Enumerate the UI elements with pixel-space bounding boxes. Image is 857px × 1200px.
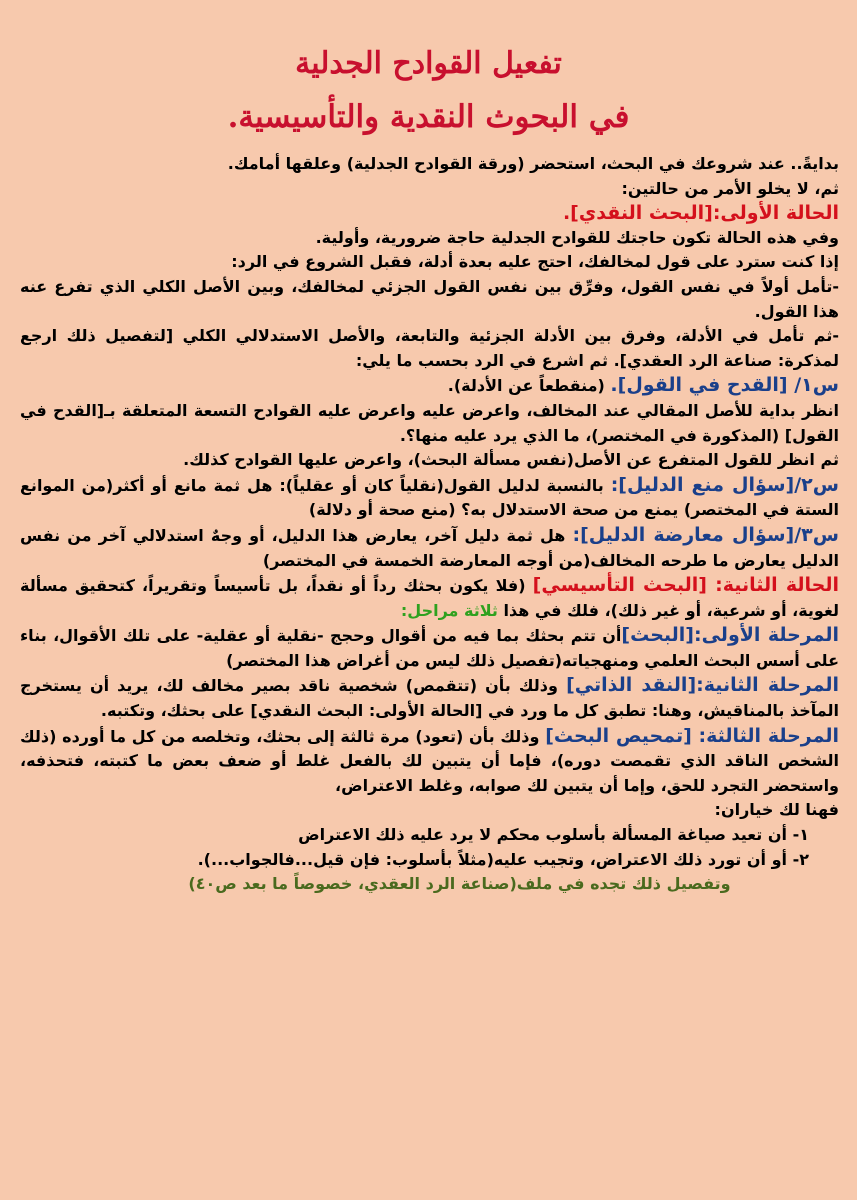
- title-line-1: تفعيل القوادح الجدلية: [295, 46, 562, 81]
- stage-2-bracket: [النقد الذاتي]: [566, 674, 697, 697]
- case-1-heading: الحالة الأولى:[البحث النقدي].: [562, 202, 839, 225]
- stage-1-bracket: [البحث]: [621, 624, 694, 647]
- final-note: وتفصيل ذلك تجده في ملف(صناعة الرد العقدي، خصوصاً ما بعد ص٤٠): [188, 874, 731, 894]
- document-body: [20, 152, 839, 897]
- case-1-step: -تأمل أولاً في نفس القول، وفرِّق بين نفس القول الجزئي لمخالفك، وبين الأصل الكلي الذي تفرع عنه هذا القول.: [20, 276, 839, 321]
- case-2-text: (فلا يكون بحثك رداً أو نقداً، بل تأسيساً وتقريراً، كتحقيق مسألة لغوية، أو شرعية، أو غير ذلك)، فلك في هذا: [20, 576, 839, 620]
- question-1-paragraph: ثم انظر للقول المتفرع عن الأصل(نفس مسألة البحث)، واعرض عليها القوادح كذلك.: [183, 450, 839, 470]
- option-1: ١- أن تعيد صياغة المسألة بأسلوب محكم لا يرد عليه ذلك الاعتراض: [298, 825, 809, 845]
- title-line-2: في البحوث النقدية والتأسيسية.: [227, 99, 630, 135]
- stage-1-label: المرحلة الأولى:: [693, 624, 839, 647]
- question-3: [20, 523, 839, 573]
- question-3-label: س٣/[سؤال معارضة الدليل]:: [572, 523, 839, 546]
- stage-2-label: المرحلة الثانية:: [696, 674, 839, 697]
- question-1-note: (منقطعاً عن الأدلة).: [447, 376, 611, 396]
- stage-3-text: وذلك بأن (تعود) مرة ثالثة إلى بحثك، وتخلصه من كل ما أورده (ذلك الشخص الناقد الذي تقمصت دوره)، فإما أن يتبين لك بالفعل غلط أو ضعف بعض ما كتبته، فتحذفه، واستحضر التجرد للحق، وإما أن يتبين لك صوابه، وغلط الاعتراض،: [20, 726, 839, 795]
- question-1-label: س١/ [القدح في القول].: [610, 374, 839, 397]
- case-2-heading: الحالة الثانية: [البحث التأسيسي]: [532, 574, 839, 597]
- option-2: ٢- أو أن تورد ذلك الاعتراض، وتجيب عليه(مثلاً بأسلوب: فإن قيل...فالجواب...).: [197, 849, 809, 869]
- stage-3: [20, 724, 839, 799]
- stage-1: [20, 623, 839, 673]
- question-2-text: بالنسبة لدليل القول(نقلياً كان أو عقلياً): هل ثمة مانع أو أكثر(من الموانع الستة في المختصر) يمنع من صحة الاستدلال به؟ (منع صحة أو دلالة): [20, 475, 839, 520]
- question-1-paragraph: انظر بداية للأصل المقالي عند المخالف، واعرض عليه واعرض عليه القوادح التسعة المتعلقة بـ[القدح في القول] (المذكورة في المختصر)، ما الذي يرد عليه منها؟.: [20, 400, 839, 445]
- intro-paragraph: بدايةً.. عند شروعك في البحث، استحضر (ورقة القوادح الجدلية) وعلقها أمامك.: [227, 154, 839, 173]
- case-1-step: -ثم تأمل في الأدلة، وفرق بين الأدلة الجزئية والتابعة، والأصل الاستدلالي الكلي [لتفصيل ذلك ارجع لمذكرة: صناعة الرد العقدي]. ثم اشرع في الرد بحسب ما يلي:: [20, 326, 839, 370]
- case-1-paragraph: إذا كنت سترد على قول لمخالفك، احتج عليه بعدة أدلة، فقبل الشروع في الرد:: [231, 252, 839, 272]
- stage-3-label: المرحلة الثالثة:: [698, 724, 839, 747]
- stage-1-text: أن تتم بحثك بما فيه من أقوال وحجج -نقلية أو عقلية- على تلك الأقوال، بناء على أسس البحث العلمي ومنهجياته(تفصيل ذلك ليس من أغراض هذا المختصر): [20, 626, 839, 670]
- question-1: [20, 373, 839, 399]
- case-2-stages-count: ثلاثة مراحل:: [400, 600, 498, 620]
- options-intro: فهنا لك خياران:: [714, 800, 839, 820]
- case-2: [20, 573, 839, 623]
- stage-2: [20, 673, 839, 723]
- stage-3-bracket: [تمحيص البحث]: [545, 724, 699, 747]
- stage-2-text: وذلك بأن (تتقمص) شخصية ناقد بصير مخالف لك، يريد أن يستخرج المآخذ بالمناقيش، وهنا: تطبق كل ما ورد في [الحالة الأولى: البحث النقدي] على بحثك، وتكتبه.: [20, 676, 839, 721]
- question-2-label: س٢/[سؤال منع الدليل]:: [610, 473, 839, 496]
- case-1-paragraph: وفي هذه الحالة تكون حاجتك للقوادح الجدلية حاجة ضرورية، وأولية.: [315, 227, 839, 247]
- intro-paragraph-2: ثم، لا يخلو الأمر من حالتين:: [621, 178, 839, 198]
- question-3-text: هل ثمة دليل آخر، يعارض هذا الدليل، أو وجهٌ استدلالي آخر من نفس الدليل يعارض ما طرحه المخالف(من أوجه المعارضة الخمسة في المختصر): [20, 525, 839, 570]
- question-2: [20, 473, 839, 523]
